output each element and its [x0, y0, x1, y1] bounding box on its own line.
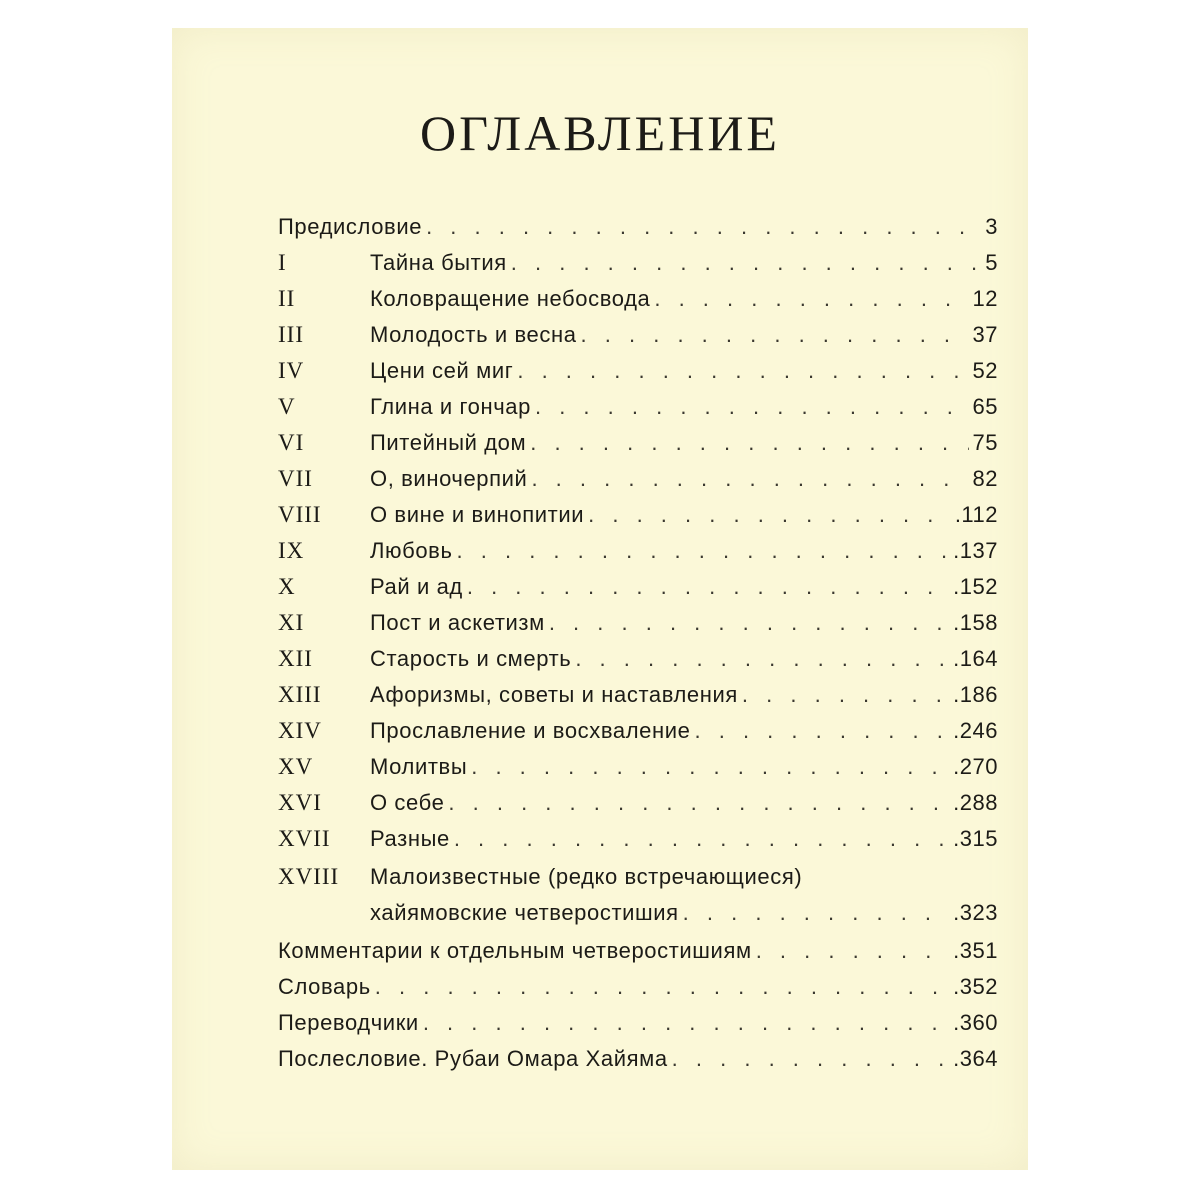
- dot-leader: [517, 354, 968, 388]
- toc-entry-page: .137: [953, 538, 998, 563]
- toc-entry-number: I: [278, 250, 287, 275]
- toc-entry-label: Переводчики: [278, 1010, 419, 1035]
- dot-leader: [575, 642, 949, 676]
- toc-entry-page: 65: [972, 394, 998, 419]
- toc-entry-chapter: [278, 678, 998, 712]
- dot-leader: [535, 390, 969, 424]
- toc-entry-chapter: [278, 498, 998, 532]
- toc-entry-page: .158: [953, 610, 998, 635]
- toc-entry-number: XII: [278, 646, 313, 671]
- toc-entry-page: .351: [953, 938, 998, 963]
- toc-entry-label: Тайна бытия: [370, 250, 507, 275]
- toc-entry-chapter: [278, 318, 998, 352]
- toc-entry-label: Коловращение небосвода: [370, 286, 651, 311]
- toc-entry-number: XIII: [278, 682, 322, 707]
- toc-entry-chapter: [278, 426, 998, 460]
- page-title: ОГЛАВЛЕНИЕ: [420, 105, 780, 161]
- dot-leader: [530, 426, 968, 460]
- book-page: [172, 28, 1028, 1170]
- toc-entry-page: 82: [972, 466, 998, 491]
- toc-entry-number: XV: [278, 754, 314, 779]
- toc-entry-chapter: [278, 570, 998, 604]
- toc-entry-page: .323: [953, 900, 998, 925]
- toc-entry-page: .246: [953, 718, 998, 743]
- toc-entry-number: VIII: [278, 502, 322, 527]
- toc-entry-number: XVI: [278, 790, 322, 815]
- toc-entry-page: 5: [985, 250, 998, 275]
- toc-entry-label: Прославление и восхваление: [370, 718, 691, 743]
- dot-leader: [683, 896, 950, 930]
- toc-entry-page: .270: [953, 754, 998, 779]
- toc-entry-chapter: [278, 246, 998, 280]
- toc-entry-label: Малоизвестные (редко встречающиеся): [370, 864, 803, 889]
- dot-leader: [672, 1042, 950, 1076]
- toc-entry-number: XIV: [278, 718, 322, 743]
- dot-leader: [454, 822, 949, 856]
- toc-entry-label: Любовь: [370, 538, 453, 563]
- dot-leader: [531, 462, 968, 496]
- dot-leader: [448, 786, 949, 820]
- toc-entry-chapter: [278, 354, 998, 388]
- toc-entry-page: 3: [985, 214, 998, 239]
- toc-entry-label: Глина и гончар: [370, 394, 531, 419]
- toc-entry-chapter: [278, 642, 998, 676]
- toc-entry-number: VII: [278, 466, 313, 491]
- toc-entry-label: О, виночерпий: [370, 466, 528, 491]
- toc-entry-label: Разные: [370, 826, 450, 851]
- toc-entry-label: Питейный дом: [370, 430, 527, 455]
- toc-entry-label: Рай и ад: [370, 574, 463, 599]
- toc-entry-preface: [278, 210, 998, 244]
- toc-entry-label: Цени сей миг: [370, 358, 514, 383]
- dot-leader: [654, 282, 968, 316]
- toc-entry-label: О вине и винопитии: [370, 502, 585, 527]
- toc-entry-number: IV: [278, 358, 305, 383]
- toc-entry-label: Словарь: [278, 974, 371, 999]
- dot-leader: [549, 606, 949, 640]
- toc-entry-chapter: [278, 750, 998, 784]
- dot-leader: [756, 934, 949, 968]
- toc-entry-page: .288: [953, 790, 998, 815]
- toc-entry-chapter: [278, 786, 998, 820]
- toc-entry-continuation: [278, 896, 998, 930]
- toc-entry-glossary: [278, 970, 998, 1004]
- toc-entry-chapter: [278, 462, 998, 496]
- dot-leader: [375, 970, 949, 1004]
- dot-leader: [588, 498, 951, 532]
- toc-entry-page: .152: [953, 574, 998, 599]
- toc-entry-page: .352: [953, 974, 998, 999]
- dot-leader: [423, 1006, 949, 1040]
- toc-entry-label: Послесловие. Рубаи Омара Хайяма: [278, 1046, 668, 1071]
- dot-leader: [581, 318, 969, 352]
- dot-leader: [426, 210, 981, 244]
- toc-entry-label: О себе: [370, 790, 445, 815]
- toc-entry-chapter: [278, 606, 998, 640]
- dot-leader: [511, 246, 981, 280]
- toc-entry-label: хайямовские четверостишия: [370, 900, 679, 925]
- toc-entry-afterword: [278, 1042, 998, 1076]
- toc-entry-number: II: [278, 286, 296, 311]
- toc-entry-number: V: [278, 394, 296, 419]
- toc-entry-chapter: [278, 390, 998, 424]
- dot-leader: [742, 678, 949, 712]
- toc-entry-number: XVIII: [278, 864, 340, 889]
- toc-entry-page: 12: [972, 286, 998, 311]
- toc-entry-commentary: [278, 934, 998, 968]
- toc-entry-page: .315: [953, 826, 998, 851]
- toc-entry-label: Комментарии к отдельным четверостишиям: [278, 938, 752, 963]
- toc-entry-page: .112: [954, 502, 998, 527]
- toc-entry-page: 37: [972, 322, 998, 347]
- toc-entry-label: Молитвы: [370, 754, 468, 779]
- toc-entry-translators: [278, 1006, 998, 1040]
- toc-entry-chapter: [278, 860, 998, 894]
- toc-entry-chapter: [278, 534, 998, 568]
- toc-entry-page: .364: [953, 1046, 998, 1071]
- toc-entry-label: Предисловие: [278, 214, 423, 239]
- toc-entry-label: Старость и смерть: [370, 646, 572, 671]
- toc-entry-number: III: [278, 322, 304, 347]
- toc-entry-chapter: [278, 822, 998, 856]
- toc-entry-number: IX: [278, 538, 305, 563]
- toc-entry-number: XI: [278, 610, 305, 635]
- toc-entry-number: X: [278, 574, 296, 599]
- toc-entry-page: 75: [972, 430, 998, 455]
- toc-entry-chapter: [278, 714, 998, 748]
- toc-entry-label: Пост и аскетизм: [370, 610, 545, 635]
- toc-entry-chapter: [278, 282, 998, 316]
- toc-entry-label: Молодость и весна: [370, 322, 577, 347]
- toc-entry-number: XVII: [278, 826, 331, 851]
- toc-entry-page: 52: [972, 358, 998, 383]
- toc-entry-page: .164: [953, 646, 998, 671]
- toc-entry-page: .186: [953, 682, 998, 707]
- toc-entry-label: Афоризмы, советы и наставления: [370, 682, 738, 707]
- toc-entry-number: VI: [278, 430, 305, 455]
- toc-entry-page: .360: [953, 1010, 998, 1035]
- dot-leader: [467, 570, 949, 604]
- dot-leader: [471, 750, 949, 784]
- dot-leader: [457, 534, 950, 568]
- dot-leader: [695, 714, 950, 748]
